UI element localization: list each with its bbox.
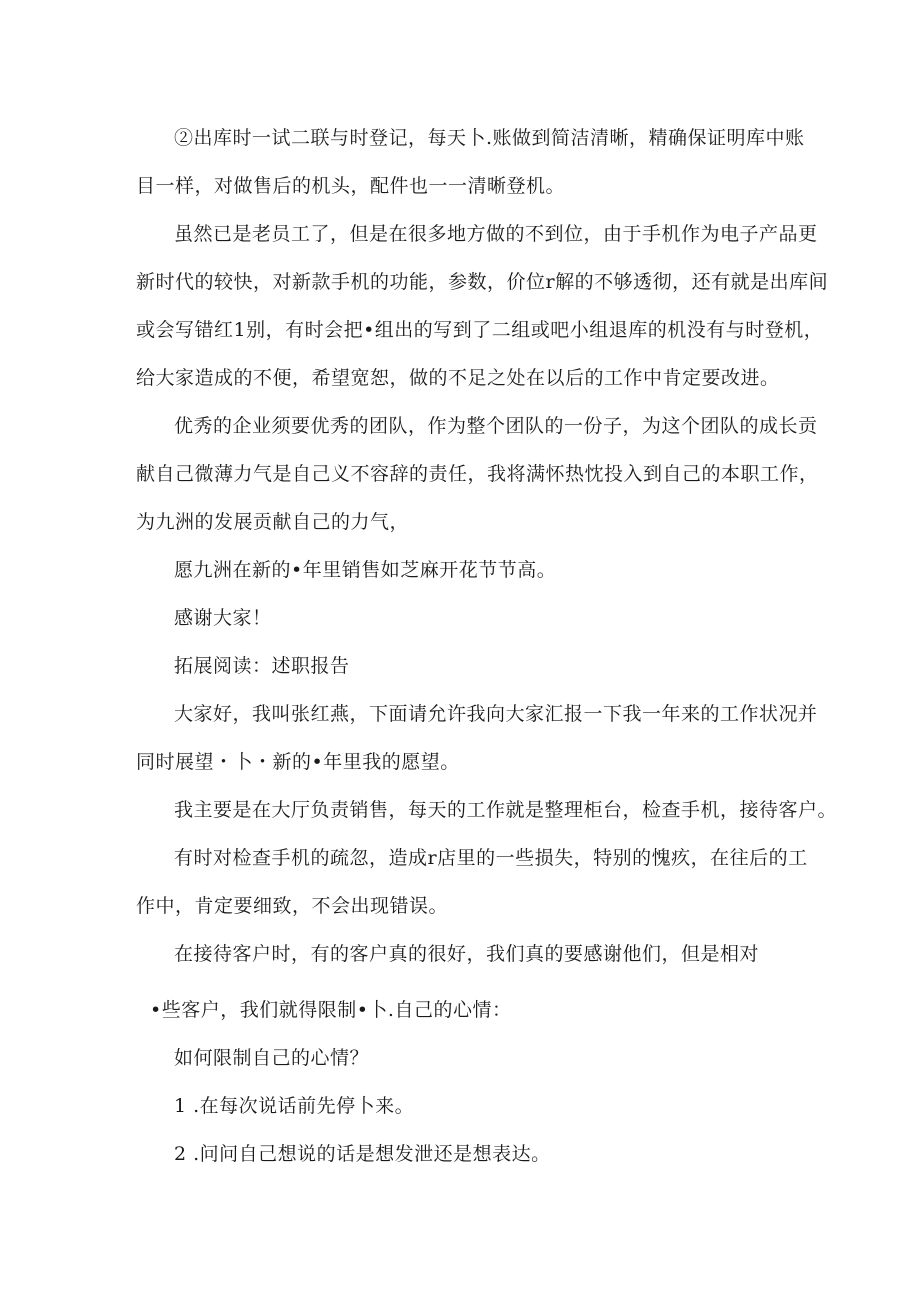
- paragraph-line: 虽然已是老员工了，但是在很多地方做的不到位，由于手机作为电子产品更: [174, 223, 818, 245]
- paragraph-line: •些客户，我们就得限制•卜.自己的心情：: [150, 999, 512, 1021]
- paragraph-line: 如何限制自己的心情？: [174, 1047, 370, 1069]
- section-heading: 拓展阅读：述职报告: [174, 655, 350, 677]
- paragraph-line: 或会写错红1别，有时会把•组出的写到了二组或吧小组退库的机没有与时登机，: [136, 319, 824, 341]
- paragraph-line: ②出库时一试二联与时登记，每天卜.账做到简洁清晰，精确保证明库中账: [174, 127, 805, 149]
- paragraph-line: 优秀的企业须要优秀的团队，作为整个团队的一份子，为这个团队的成长贡: [174, 415, 818, 437]
- paragraph-line: 新时代的较快，对新款手机的功能，参数，价位r解的不够透彻，还有就是出库间: [136, 271, 829, 293]
- paragraph-line: 在接待客户时，有的客户真的很好，我们真的要感谢他们，但是相对: [174, 943, 760, 965]
- paragraph-line: 目一样，对做售后的机头，配件也一一清晰登机。: [136, 175, 566, 197]
- paragraph-line: 作中，肯定要细致，不会出现错误。: [136, 895, 449, 917]
- paragraph-line: 我主要是在大厅负责销售，每天的工作就是整理柜台，检查手机，接待客户。: [174, 799, 838, 821]
- paragraph-line: 献自己微薄力气是自己义不容辞的责任，我将满怀热忱投入到自己的本职工作，: [136, 463, 819, 485]
- paragraph-line: 愿九洲在新的•年里销售如芝麻开花节节高。: [174, 559, 557, 581]
- paragraph-line: 同时展望・卜・新的•年里我的愿望。: [136, 751, 460, 773]
- list-item: 2 .问问自己想说的话是想发泄还是想表达。: [174, 1143, 551, 1165]
- paragraph-line: 给大家造成的不便，希望宽恕，做的不足之处在以后的工作中肯定要改进。: [136, 367, 780, 389]
- paragraph-line: 大家好，我叫张红燕，下面请允许我向大家汇报一下我一年来的工作状况并: [174, 703, 818, 725]
- paragraph-line: 有时对检查手机的疏忽，造成r店里的一些损失，特别的愧疚，在往后的工: [174, 847, 808, 869]
- paragraph-line: 为九洲的发展贡献自己的力气，: [136, 511, 410, 533]
- list-item: 1 .在每次说话前先停卜来。: [174, 1095, 415, 1117]
- paragraph-line: 感谢大家！: [174, 607, 272, 629]
